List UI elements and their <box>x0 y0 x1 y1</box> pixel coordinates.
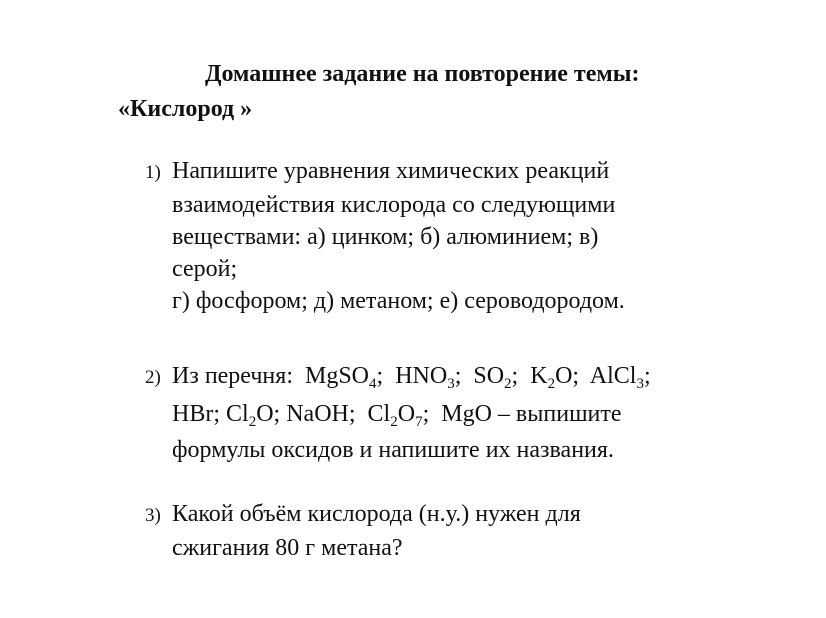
task-text-line: веществами: а) цинком; б) алюминием; в) <box>172 224 599 250</box>
task-number: 1) <box>145 162 161 183</box>
formula-mgso4: MgSO$_4$ <box>304 363 377 392</box>
task-text-line: взаимодействия кислорода со следующими <box>172 192 616 218</box>
page-subtitle: «Кислород » <box>118 96 253 122</box>
task-text-tail: – выпишите <box>497 401 622 427</box>
task-3 <box>145 498 785 564</box>
formula-mgo: MgO <box>441 401 492 427</box>
task-text-line: формулы оксидов и напишите их названия. <box>172 437 614 463</box>
task-1 <box>145 155 785 317</box>
task-number: 2) <box>145 367 161 388</box>
task-text-line: Напишите уравнения химических реакций <box>172 158 610 184</box>
formula-alcl3: AlCl$_3$ <box>589 363 644 392</box>
formula-hno3: $HNO_3$ <box>395 363 455 392</box>
task-2: 2) Из перечня: MgSO$_4$; $HNO_3$; $SO_2$; $K_2O$; AlCl$_3$; HBr; $Cl_2O$; NaOH; $Cl_2O_7$; MgO – выпишите формулы оксидов и напишите их названия. <box>145 358 785 468</box>
page-title: Домашнее задание на повторение темы: <box>205 61 640 87</box>
task-text-line: г) фосфором; д) метаном; е) сероводородом. <box>172 288 625 314</box>
formula-so2: $SO_2$ <box>473 363 512 392</box>
formula-cl2o7: $Cl_2O_7$ <box>367 401 423 430</box>
task-intro: Из перечня: <box>172 363 293 389</box>
formula-hbr: HBr <box>172 401 214 427</box>
task-number: 3) <box>145 505 161 526</box>
formula-k2o: $K_2O$ <box>530 363 573 392</box>
task-text-line: Какой объём кислорода (н.у.) нужен для <box>172 501 581 527</box>
formula-cl2o: $Cl_2O$ <box>226 401 274 430</box>
formula-naoh: NaOH <box>286 401 349 427</box>
task-text-line: сжигания 80 г метана? <box>172 535 403 561</box>
task-text-line: серой; <box>172 256 238 282</box>
